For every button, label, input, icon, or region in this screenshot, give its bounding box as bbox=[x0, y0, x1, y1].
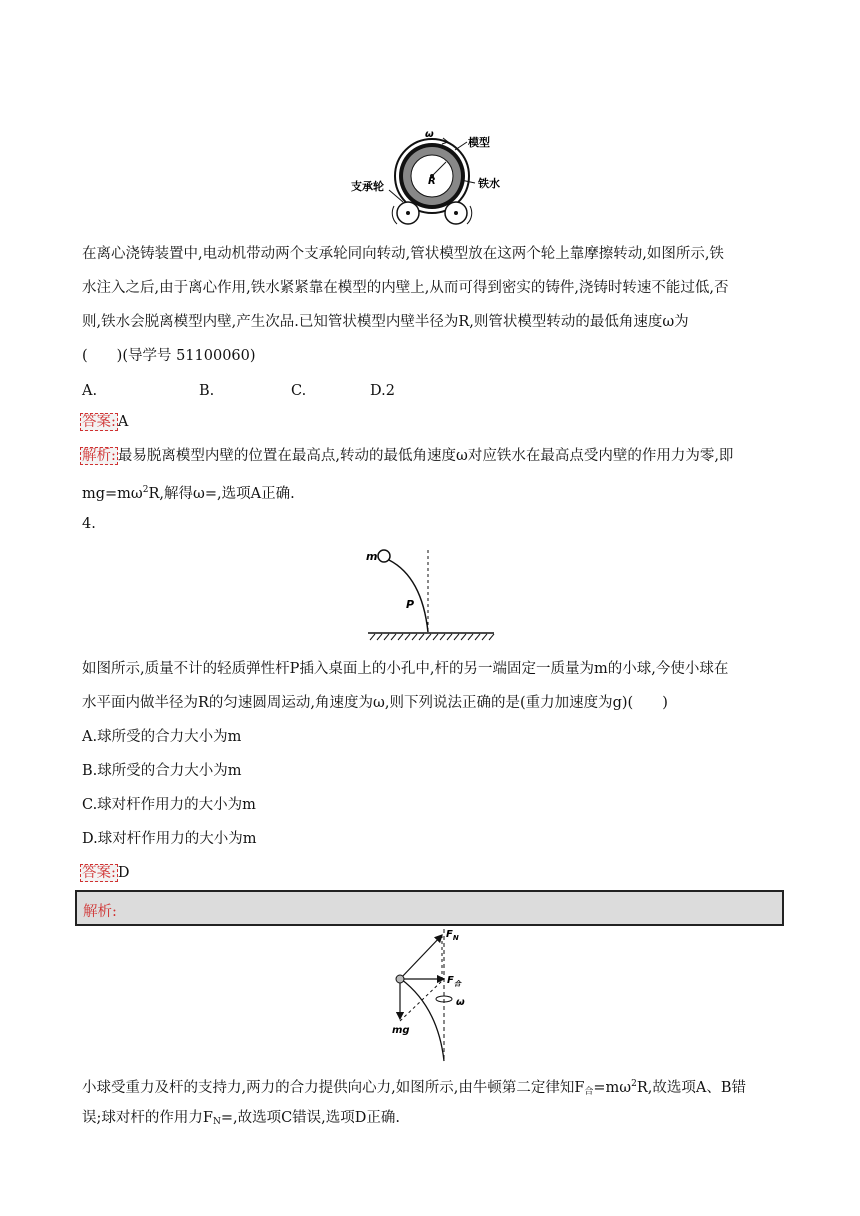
force-diagram-figure bbox=[386, 927, 486, 1065]
wheel-label: 支承轮 bbox=[351, 180, 384, 193]
model-label: 模型 bbox=[468, 136, 490, 149]
q4-analysis-box bbox=[75, 890, 784, 926]
analysis-text-a: mg=mω bbox=[82, 486, 143, 502]
answer-tag: 答案: bbox=[82, 865, 116, 881]
radius-label: R bbox=[428, 176, 436, 187]
exp-text-a: 小球受重力及杆的支持力,两力的合力提供向心力,如图所示,由牛顿第二定律知F bbox=[82, 1080, 585, 1096]
q4-text-line-2: 水平面内做半径为R的匀速圆周运动,角速度为ω,则下列说法正确的是(重力加速度为g)( ) bbox=[82, 695, 668, 711]
q4-option-d: D.球对杆作用力的大小为m bbox=[82, 831, 257, 847]
centrifugal-casting-figure bbox=[345, 128, 520, 230]
q3-option-d: D.2 bbox=[370, 383, 395, 399]
iron-label: 铁水 bbox=[478, 177, 500, 190]
answer-tag: 答案: bbox=[82, 414, 116, 430]
exp-text-a: 误;球对杆的作用力F bbox=[82, 1110, 213, 1126]
q3-option-c: C. bbox=[291, 383, 307, 399]
answer-value: D bbox=[117, 865, 130, 881]
q3-text-line-1: 在离心浇铸装置中,电动机带动两个支承轮同向转动,管状模型放在这两个轮上靠摩擦转动,如图所示,铁 bbox=[82, 246, 724, 262]
analysis-text: 最易脱离模型内壁的位置在最高点,转动的最低角速度ω对应铁水在最高点受内壁的作用力为零,即 bbox=[117, 448, 734, 464]
q4-explanation-line-2 bbox=[82, 1109, 400, 1131]
subscript: N bbox=[212, 1117, 221, 1127]
q4-option-c: C.球对杆作用力的大小为m bbox=[82, 797, 256, 813]
mass-label: m bbox=[366, 550, 378, 563]
q4-option-a: A.球所受的合力大小为m bbox=[82, 729, 242, 745]
gravity-label: mg bbox=[392, 1025, 410, 1036]
q3-option-b: B. bbox=[199, 383, 215, 399]
analysis-text-b: R,解得ω=,选项A正确. bbox=[148, 486, 295, 502]
answer-value: A bbox=[117, 414, 129, 430]
exp-text-c: R,故选项A、B错 bbox=[636, 1080, 747, 1096]
q3-analysis-line-2 bbox=[82, 481, 295, 503]
elastic-rod-figure bbox=[362, 542, 502, 644]
q3-text-line-4: ( )(导学号 51100060) bbox=[82, 348, 256, 364]
omega-label: ω bbox=[425, 129, 434, 140]
exp-text-b: =mω bbox=[593, 1080, 632, 1096]
exp-text-b: =,故选项C错误,选项D正确. bbox=[220, 1110, 401, 1126]
q4-option-b: B.球所受的合力大小为m bbox=[82, 763, 242, 779]
analysis-tag: 解析: bbox=[83, 904, 117, 920]
q4-number: 4. bbox=[82, 516, 96, 532]
force-fn-label: $F_N$ bbox=[446, 929, 459, 942]
q3-answer bbox=[80, 413, 128, 431]
subscript: 合 bbox=[584, 1087, 594, 1097]
omega-label: ω bbox=[456, 997, 465, 1008]
superscript: 2 bbox=[631, 1079, 637, 1089]
q3-text-line-3: 则,铁水会脱离模型内壁,产生次品.已知管状模型内壁半径为R,则管状模型转动的最低角速度ω为 bbox=[82, 314, 689, 330]
q4-text-line-1: 如图所示,质量不计的轻质弹性杆P插入桌面上的小孔中,杆的另一端固定一质量为m的小球,今使小球在 bbox=[82, 661, 729, 677]
q4-answer bbox=[80, 864, 130, 882]
q3-options bbox=[82, 382, 482, 400]
q4-explanation-line-1 bbox=[82, 1075, 746, 1101]
rod-label: P bbox=[406, 598, 415, 611]
analysis-tag: 解析: bbox=[82, 448, 116, 464]
q3-analysis-line-1 bbox=[80, 447, 733, 465]
force-net-label: $F_合$ bbox=[447, 975, 461, 988]
q3-option-a: A. bbox=[82, 383, 98, 399]
superscript: 2 bbox=[142, 485, 149, 495]
q3-text-line-2: 水注入之后,由于离心作用,铁水紧紧靠在模型的内壁上,从而可得到密实的铸件,浇铸时转速不能过低,否 bbox=[82, 280, 729, 296]
